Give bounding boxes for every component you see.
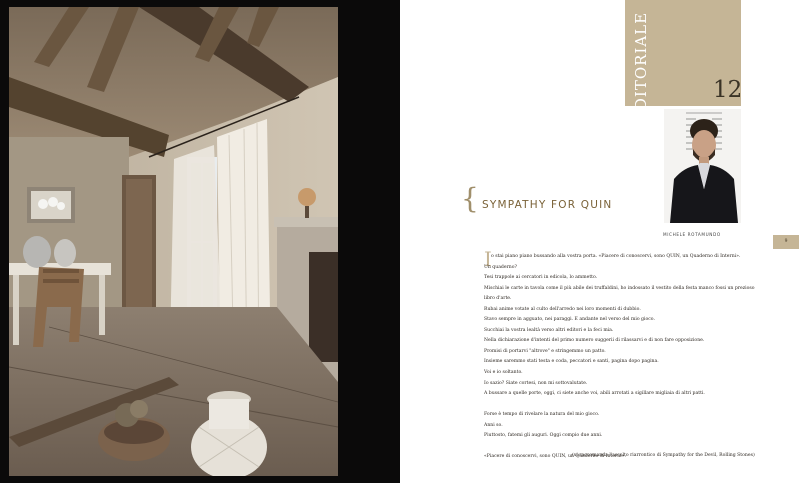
article-line: libro d'arte.	[484, 296, 512, 302]
article-line: o stai piano piano bussando alla vostra porta. «Piacere di conoscervi, sono QUIN, un Quaderno di Interni».	[491, 254, 741, 259]
photographer-name: MICHELE ROTAMUNDO	[663, 232, 721, 237]
paragraph-gap	[484, 400, 760, 411]
article-line: Forse è tempo di rivelare la natura del mio gioco.	[484, 412, 600, 418]
page-number: 9	[784, 239, 788, 244]
article-body	[484, 252, 760, 463]
article-line: Piuttosto, fatemi gli auguri. Oggi compio due anni.	[484, 433, 603, 439]
section-label-text: EDITORIALE	[632, 11, 650, 123]
brace-ornament: {	[461, 182, 479, 215]
author-portrait-illustration	[664, 109, 741, 223]
article-line: Un quaderno?	[484, 264, 517, 270]
author-portrait	[664, 109, 741, 223]
drop-cap: I	[484, 247, 492, 271]
article-line: Voi e io soltanto.	[484, 370, 523, 376]
song-credit: (vi raccomanda l'ascolto riarrontico di Sympathy for the Devil, Rolling Stones)	[572, 453, 755, 458]
article-line: Tesi trappole ai cercatori in edicola, lo ammetto.	[484, 275, 598, 281]
article-line: A bussare a quelle porte, oggi, ci siete anche voi, abili arrotati a sigillare migliaia di altri patti.	[484, 391, 705, 397]
article-line: Succhiai la vostra lealtà verso altri editori e la feci mia.	[484, 327, 614, 333]
headline: SYMPATHY FOR QUIN	[482, 199, 613, 211]
article-line: Stavo sempre in agguato, nei paraggi. E andante nel verso del mio gioco.	[484, 317, 655, 323]
interior-photo-illustration	[9, 7, 338, 476]
interior-photo	[9, 7, 338, 476]
page-number-tab	[773, 235, 799, 249]
article-line: Anni so.	[484, 422, 503, 428]
article-line: Io sazio? Siate cortesi, non mi sottovalutate.	[484, 380, 588, 386]
section-label	[626, 11, 656, 123]
issue-number: 12	[713, 77, 743, 103]
article-line: Promisi di portarvi "altrove" e stringemmo un patto.	[484, 348, 606, 354]
paragraph-gap	[484, 442, 760, 453]
article-line: Mischiai le carte in tavola come il più abile dei truffaldini, ho indossato il vestito della festa manco fossi un prezioso	[484, 285, 755, 291]
article-line: Insieme saremmo stati testa e coda, peccatori e santi, pagina dopo pagina.	[484, 359, 659, 365]
right-page	[400, 0, 799, 483]
article-line: «Piacere di conoscervi, sono QUIN, un Quaderno di Interni».	[484, 454, 626, 460]
article-line: Rubai anime votate al culto dell'arredo nei loro momenti di dubbio.	[484, 306, 641, 312]
article-line: Nella dichiarazione d'intenti del primo numero suggerii di rilassarvi e di non fare opposizione.	[484, 338, 705, 344]
